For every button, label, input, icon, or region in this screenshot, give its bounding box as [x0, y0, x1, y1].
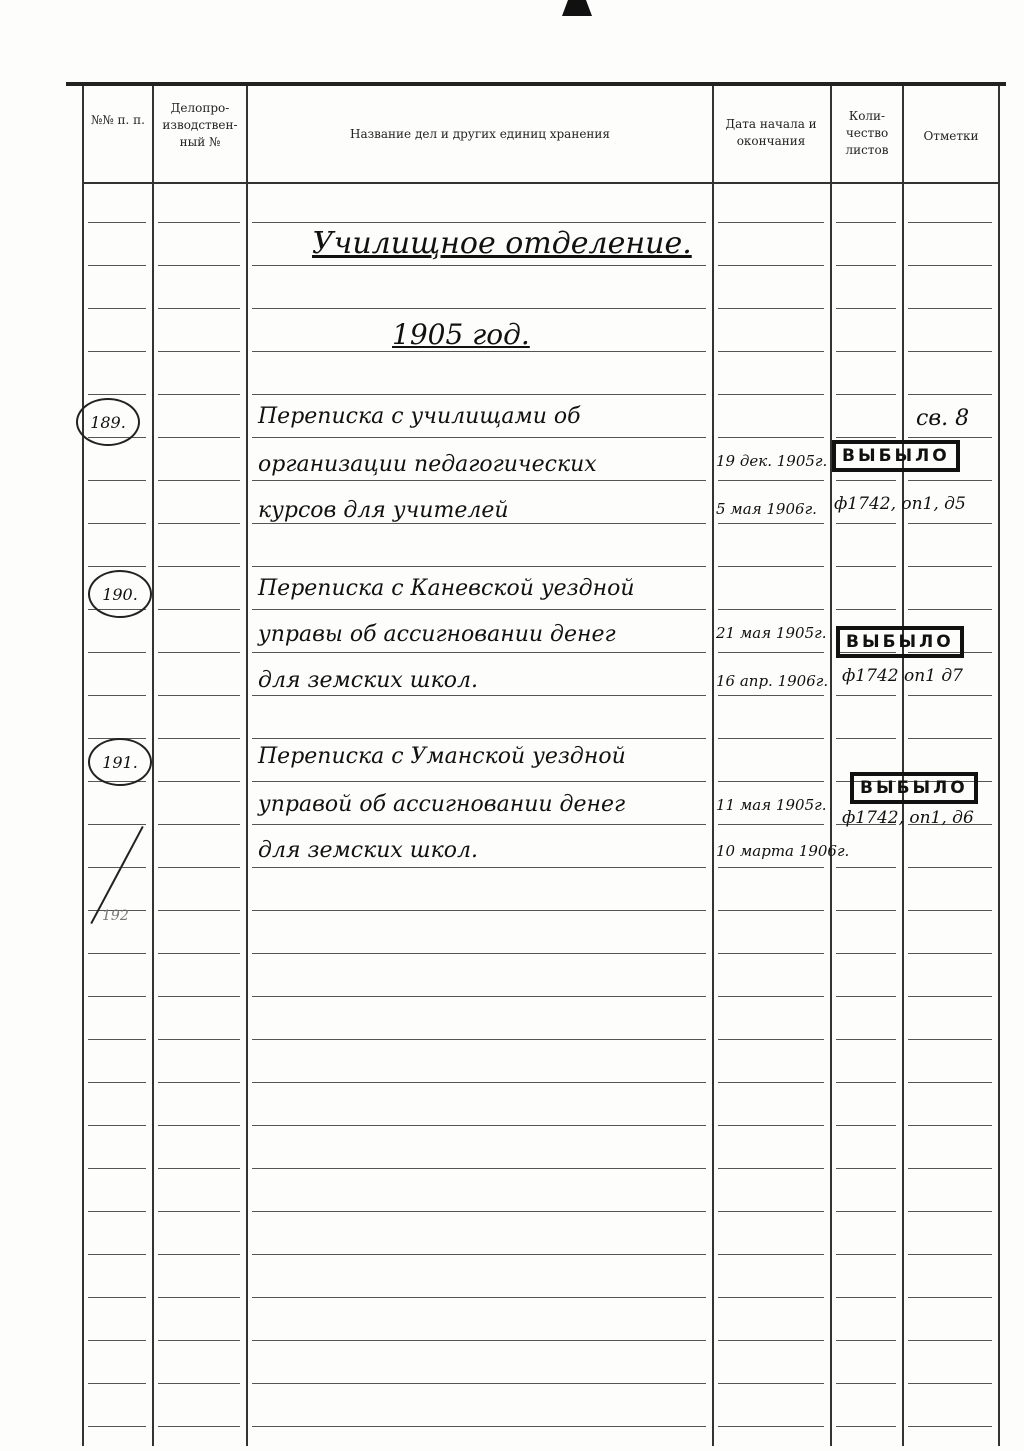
row-rule [908, 996, 992, 997]
row-rule [718, 996, 824, 997]
record-date-start: 11 мая 1905г. [716, 796, 827, 814]
withdrawn-stamp: ВЫБЫЛО [850, 772, 978, 804]
row-rule [88, 996, 146, 997]
record-text-line: для земских школ. [258, 838, 479, 863]
row-rule [252, 1168, 706, 1169]
row-rule [836, 523, 896, 524]
row-rule [158, 1340, 240, 1341]
row-rule [252, 1125, 706, 1126]
row-rule [88, 1125, 146, 1126]
row-rule [158, 1039, 240, 1040]
row-rule [718, 824, 824, 825]
row-rule [908, 523, 992, 524]
row-rule [718, 523, 824, 524]
row-rule [718, 351, 824, 352]
column-line [998, 86, 1000, 1446]
row-rule [836, 1340, 896, 1341]
row-rule [252, 1340, 706, 1341]
record-date-end: 10 марта 1906г. [716, 842, 850, 860]
header-bottom-border [84, 182, 998, 184]
row-rule [718, 222, 824, 223]
row-rule [252, 1254, 706, 1255]
archive-reference: ф1742, оп1, д6 [842, 808, 974, 828]
row-rule [158, 1254, 240, 1255]
row-rule [908, 566, 992, 567]
row-rule [252, 1383, 706, 1384]
row-rule [252, 1211, 706, 1212]
row-rule [908, 910, 992, 911]
row-rule [252, 222, 706, 223]
header-dates: Дата начала и окончания [725, 117, 817, 148]
record-number-circle [76, 398, 140, 446]
row-rule [88, 1082, 146, 1083]
row-rule [718, 437, 824, 438]
row-rule [836, 1426, 896, 1427]
row-rule [908, 1340, 992, 1341]
row-rule [836, 1297, 896, 1298]
row-rule [158, 1383, 240, 1384]
row-rule [158, 695, 240, 696]
row-rule [88, 523, 146, 524]
withdrawn-stamp: ВЫБЫЛО [836, 626, 964, 658]
row-rule [908, 394, 992, 395]
row-rule [252, 609, 706, 610]
row-rule [908, 867, 992, 868]
row-rule [908, 1168, 992, 1169]
row-rule [718, 566, 824, 567]
row-rule [718, 1039, 824, 1040]
row-rule [836, 1383, 896, 1384]
row-rule [158, 480, 240, 481]
row-rule [718, 265, 824, 266]
section-year: 1905 год. [392, 318, 530, 351]
row-rule [836, 1168, 896, 1169]
row-rule [158, 1211, 240, 1212]
row-rule [908, 1426, 992, 1427]
row-rule [908, 1297, 992, 1298]
record-text-line: управы об ассигновании денег [258, 622, 616, 647]
header-sheets: Коли-чество листов [845, 109, 889, 157]
row-rule [88, 867, 146, 868]
row-rule [252, 1082, 706, 1083]
record-number-circle [88, 570, 152, 618]
row-rule [158, 437, 240, 438]
archive-reference: ф1742 оп1 д7 [842, 666, 963, 686]
row-rule [252, 738, 706, 739]
row-rule [908, 308, 992, 309]
record-text-line: управой об ассигновании денег [258, 792, 626, 817]
row-rule [908, 695, 992, 696]
row-rule [252, 523, 706, 524]
row-rule [836, 695, 896, 696]
column-line [902, 86, 904, 1446]
row-rule [252, 867, 706, 868]
record-date-end: 5 мая 1906г. [716, 500, 817, 518]
row-rule [252, 480, 706, 481]
row-rule [88, 1254, 146, 1255]
row-rule [252, 953, 706, 954]
row-rule [718, 910, 824, 911]
row-rule [158, 523, 240, 524]
row-rule [718, 1383, 824, 1384]
row-rule [718, 394, 824, 395]
row-rule [908, 1082, 992, 1083]
record-text-line: для земских школ. [258, 668, 479, 693]
record-text-line: Переписка с Каневской уездной [258, 576, 635, 601]
row-rule [88, 1211, 146, 1212]
row-rule [252, 910, 706, 911]
archive-reference: ф1742, оп1, д5 [834, 494, 966, 514]
table-top-border [66, 82, 1006, 86]
row-rule [836, 867, 896, 868]
row-rule [252, 1426, 706, 1427]
row-rule [836, 222, 896, 223]
row-rule [718, 1297, 824, 1298]
row-rule [158, 910, 240, 911]
row-rule [88, 394, 146, 395]
row-rule [718, 1340, 824, 1341]
row-rule [158, 308, 240, 309]
row-rule [158, 351, 240, 352]
row-rule [252, 824, 706, 825]
row-rule [836, 1254, 896, 1255]
record-number: 189. [90, 412, 126, 432]
row-rule [158, 953, 240, 954]
row-rule [718, 1168, 824, 1169]
row-rule [718, 652, 824, 653]
row-rule [88, 1340, 146, 1341]
header-num: №№ п. п. [91, 113, 145, 127]
row-rule [88, 1168, 146, 1169]
row-rule [718, 1254, 824, 1255]
row-rule [252, 1297, 706, 1298]
row-rule [158, 738, 240, 739]
row-rule [836, 1211, 896, 1212]
row-rule [908, 609, 992, 610]
row-rule [718, 695, 824, 696]
row-rule [252, 566, 706, 567]
row-rule [836, 1039, 896, 1040]
header-notes: Отметки [923, 129, 979, 143]
row-rule [908, 738, 992, 739]
row-rule [88, 1039, 146, 1040]
row-rule [836, 738, 896, 739]
row-rule [88, 953, 146, 954]
row-rule [252, 394, 706, 395]
row-rule [88, 566, 146, 567]
row-rule [836, 1082, 896, 1083]
record-date-end: 16 апр. 1906г. [716, 672, 829, 690]
column-line [712, 86, 714, 1446]
row-rule [836, 609, 896, 610]
row-rule [252, 781, 706, 782]
row-rule [836, 351, 896, 352]
row-rule [836, 996, 896, 997]
section-title: Училищное отделение. [312, 226, 692, 261]
row-rule [88, 1297, 146, 1298]
row-rule [718, 1211, 824, 1212]
row-rule [158, 824, 240, 825]
row-rule [88, 695, 146, 696]
row-rule [908, 265, 992, 266]
record-number: 191. [102, 752, 138, 772]
row-rule [158, 222, 240, 223]
row-rule [158, 394, 240, 395]
record-date-start: 19 дек. 1905г. [716, 452, 828, 470]
row-rule [88, 265, 146, 266]
column-line [152, 86, 154, 1446]
column-line [246, 86, 248, 1446]
record-text-line: Переписка с училищами об [258, 404, 581, 429]
row-rule [158, 867, 240, 868]
row-rule [836, 566, 896, 567]
row-rule [158, 566, 240, 567]
row-rule [158, 1168, 240, 1169]
row-rule [158, 1082, 240, 1083]
row-rule [718, 1125, 824, 1126]
row-rule [88, 222, 146, 223]
column-line [830, 86, 832, 1446]
row-rule [158, 996, 240, 997]
row-rule [88, 1426, 146, 1427]
row-rule [836, 910, 896, 911]
header-title: Название дел и других единиц хранения [349, 127, 610, 141]
record-text-line: Переписка с Уманской уездной [258, 744, 626, 769]
row-rule [158, 1297, 240, 1298]
row-rule [718, 1082, 824, 1083]
row-rule [252, 437, 706, 438]
row-rule [908, 222, 992, 223]
row-rule [252, 308, 706, 309]
record-date-start: 21 мая 1905г. [716, 624, 827, 642]
header-office-num: Делопро-изводствен-ный № [162, 101, 238, 149]
row-rule [908, 953, 992, 954]
row-rule [252, 996, 706, 997]
row-rule [908, 351, 992, 352]
row-rule [836, 394, 896, 395]
top-scan-mark [562, 0, 592, 16]
row-rule [908, 1211, 992, 1212]
row-rule [158, 781, 240, 782]
withdrawn-stamp: ВЫБЫЛО [832, 440, 960, 472]
row-rule [88, 824, 146, 825]
column-line [82, 86, 84, 1446]
row-rule [718, 1426, 824, 1427]
row-rule [252, 351, 706, 352]
record-number-circle [88, 738, 152, 786]
record-box-number: св. 8 [916, 406, 970, 431]
row-rule [718, 867, 824, 868]
row-rule [252, 1039, 706, 1040]
record-text-line: организации педагогических [258, 452, 597, 477]
row-rule [836, 308, 896, 309]
row-rule [718, 480, 824, 481]
row-rule [158, 1125, 240, 1126]
row-rule [908, 1039, 992, 1040]
record-text-line: курсов для учителей [258, 498, 509, 523]
row-rule [718, 738, 824, 739]
row-rule [718, 781, 824, 782]
row-rule [88, 652, 146, 653]
row-rule [908, 1383, 992, 1384]
row-rule [158, 609, 240, 610]
row-rule [718, 308, 824, 309]
row-rule [908, 1125, 992, 1126]
row-rule [158, 1426, 240, 1427]
row-rule [836, 437, 896, 438]
row-rule [88, 351, 146, 352]
record-number: 190. [102, 584, 138, 604]
row-rule [88, 1383, 146, 1384]
row-rule [836, 265, 896, 266]
trailing-record-number: 192 [102, 908, 129, 924]
row-rule [908, 1254, 992, 1255]
row-rule [908, 437, 992, 438]
row-rule [252, 265, 706, 266]
row-rule [718, 953, 824, 954]
row-rule [88, 308, 146, 309]
row-rule [158, 652, 240, 653]
row-rule [88, 480, 146, 481]
row-rule [252, 652, 706, 653]
row-rule [252, 695, 706, 696]
row-rule [836, 953, 896, 954]
row-rule [836, 1125, 896, 1126]
row-rule [908, 480, 992, 481]
row-rule [836, 480, 896, 481]
row-rule [158, 265, 240, 266]
row-rule [718, 609, 824, 610]
